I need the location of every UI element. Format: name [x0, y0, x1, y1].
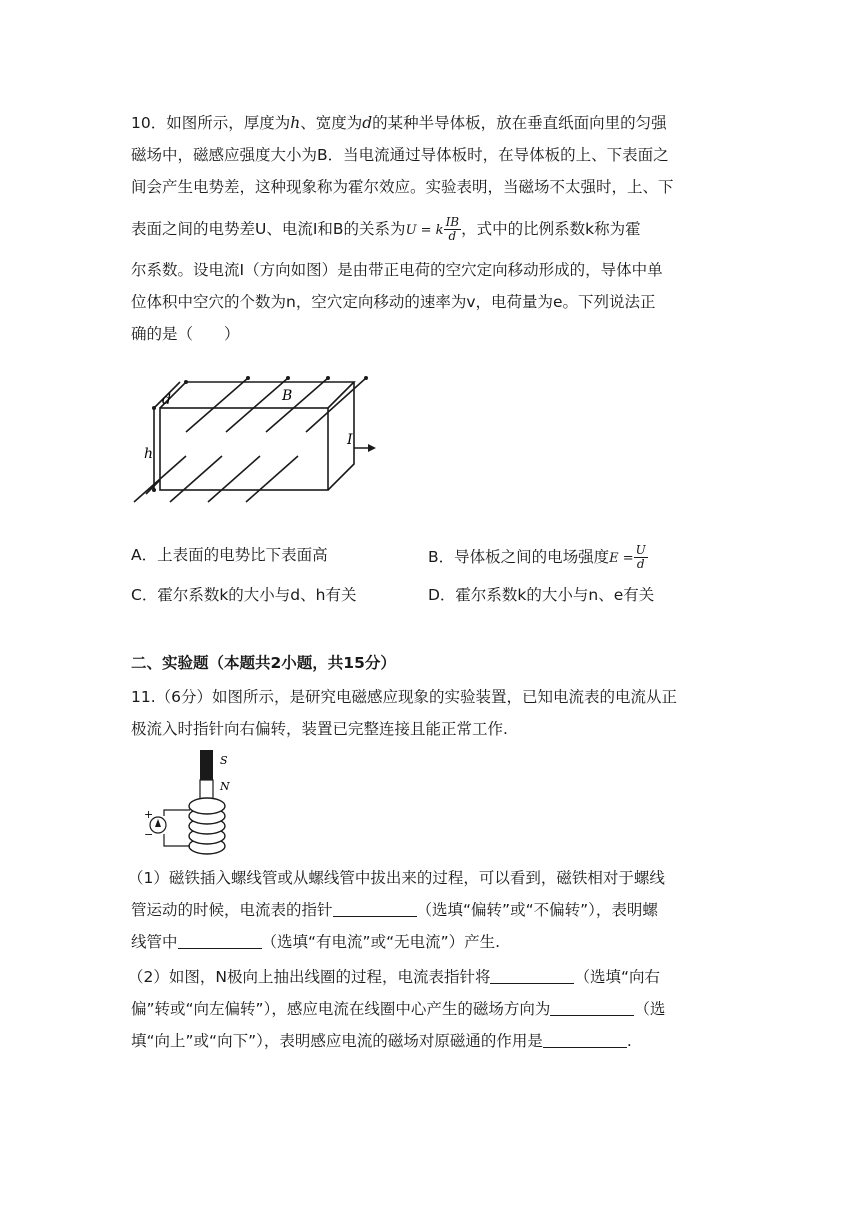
q11-p2-line-3: 填“向上”或“向下”），表明感应电流的磁场对原磁通的作用是 .: [131, 1032, 632, 1050]
field-equation-fraction: $\frac{U}{d}$: [635, 543, 646, 571]
label-minus: −: [144, 828, 154, 841]
q10-line-7: 确的是（ ）: [131, 325, 240, 343]
q11-p1-line-3: 线管中 （选填“有电流”或“无电流”）产生.: [131, 933, 501, 951]
q10-line-2: 磁场中，磁感应强度大小为B．当电流通过导体板时，在导体板的上、下表面之: [131, 146, 669, 164]
plate-front-face: [160, 408, 328, 490]
q10-line-6: 位体积中空穴的个数为n，空穴定向移动的速率为v，电荷量为e。下列说法正: [131, 293, 656, 311]
q11-p1-line-1: （1）磁铁插入螺线管或从螺线管中拔出来的过程，可以看到，磁铁相对于螺线: [128, 869, 665, 887]
q10-line-5: 尔系数。设电流I（方向如图）是由带正电荷的空穴定向移动形成的，导体中单: [131, 261, 663, 279]
q11-line-1: 11.（6分）如图所示，是研究电磁感应现象的实验装置，已知电流表的电流从正: [131, 688, 678, 706]
hall-effect-figure: [120, 372, 390, 512]
q11-p2-line-2: 偏”转或“向左偏转”），感应电流在线圈中心产生的磁场方向为 （选: [131, 1000, 666, 1018]
field-equation-lhs: E =: [609, 551, 634, 566]
label-d: d: [162, 392, 171, 408]
option-a: A．上表面的电势比下表面高: [131, 546, 328, 564]
answer-blank-2[interactable]: [178, 932, 262, 949]
label-S: S: [220, 754, 228, 767]
answer-blank-4[interactable]: [550, 999, 634, 1016]
option-b: B．导体板之间的电场强度E = $\frac{U}{d}$: [428, 543, 646, 571]
option-c: C．霍尔系数k的大小与d、h有关: [131, 586, 357, 604]
label-N: N: [220, 780, 230, 793]
magnet-s-pole: [200, 750, 213, 780]
label-h: h: [144, 446, 154, 462]
coil: [189, 798, 225, 854]
answer-blank-3[interactable]: [490, 967, 574, 984]
label-plus: +: [144, 808, 154, 821]
label-I: I: [347, 432, 353, 448]
galvanometer-needle: [155, 819, 161, 827]
option-d: D．霍尔系数k的大小与n、e有关: [428, 586, 655, 604]
hall-equation-lhs: U = k: [405, 223, 444, 238]
current-arrowhead: [368, 444, 376, 452]
q11-line-2: 极流入时指针向右偏转，装置已完整连接且能正常工作.: [131, 720, 508, 738]
answer-blank-1[interactable]: [333, 900, 417, 917]
label-B: B: [282, 388, 293, 404]
hall-equation-fraction: $\frac{IB}{d}$: [445, 215, 460, 243]
answer-blank-5[interactable]: [543, 1031, 627, 1048]
q11-p1-line-2: 管运动的时候，电流表的指针 （选填“偏转”或“不偏转”），表明螺: [131, 901, 658, 919]
q10-line-1: 10．如图所示，厚度为h、宽度为d的某种半导体板，放在垂直纸面向里的匀强: [131, 114, 667, 132]
circuit-wires: [150, 810, 190, 846]
solenoid-figure: [140, 746, 250, 864]
q10-line-3: 间会产生电势差，这种现象称为霍尔效应。实验表明，当磁场不太强时，上、下: [131, 178, 674, 196]
q10-line-4: 表面之间的电势差U、电流I和B的关系为U = k $\frac{IB}{d}$ ，式中的比例系数k称为霍: [131, 215, 641, 243]
q11-p2-line-1: （2）如图，N极向上抽出线圈的过程，电流表指针将 （选填“向右: [128, 968, 660, 986]
section-2-title: 二、实验题（本题共2小题，共15分）: [131, 654, 396, 672]
